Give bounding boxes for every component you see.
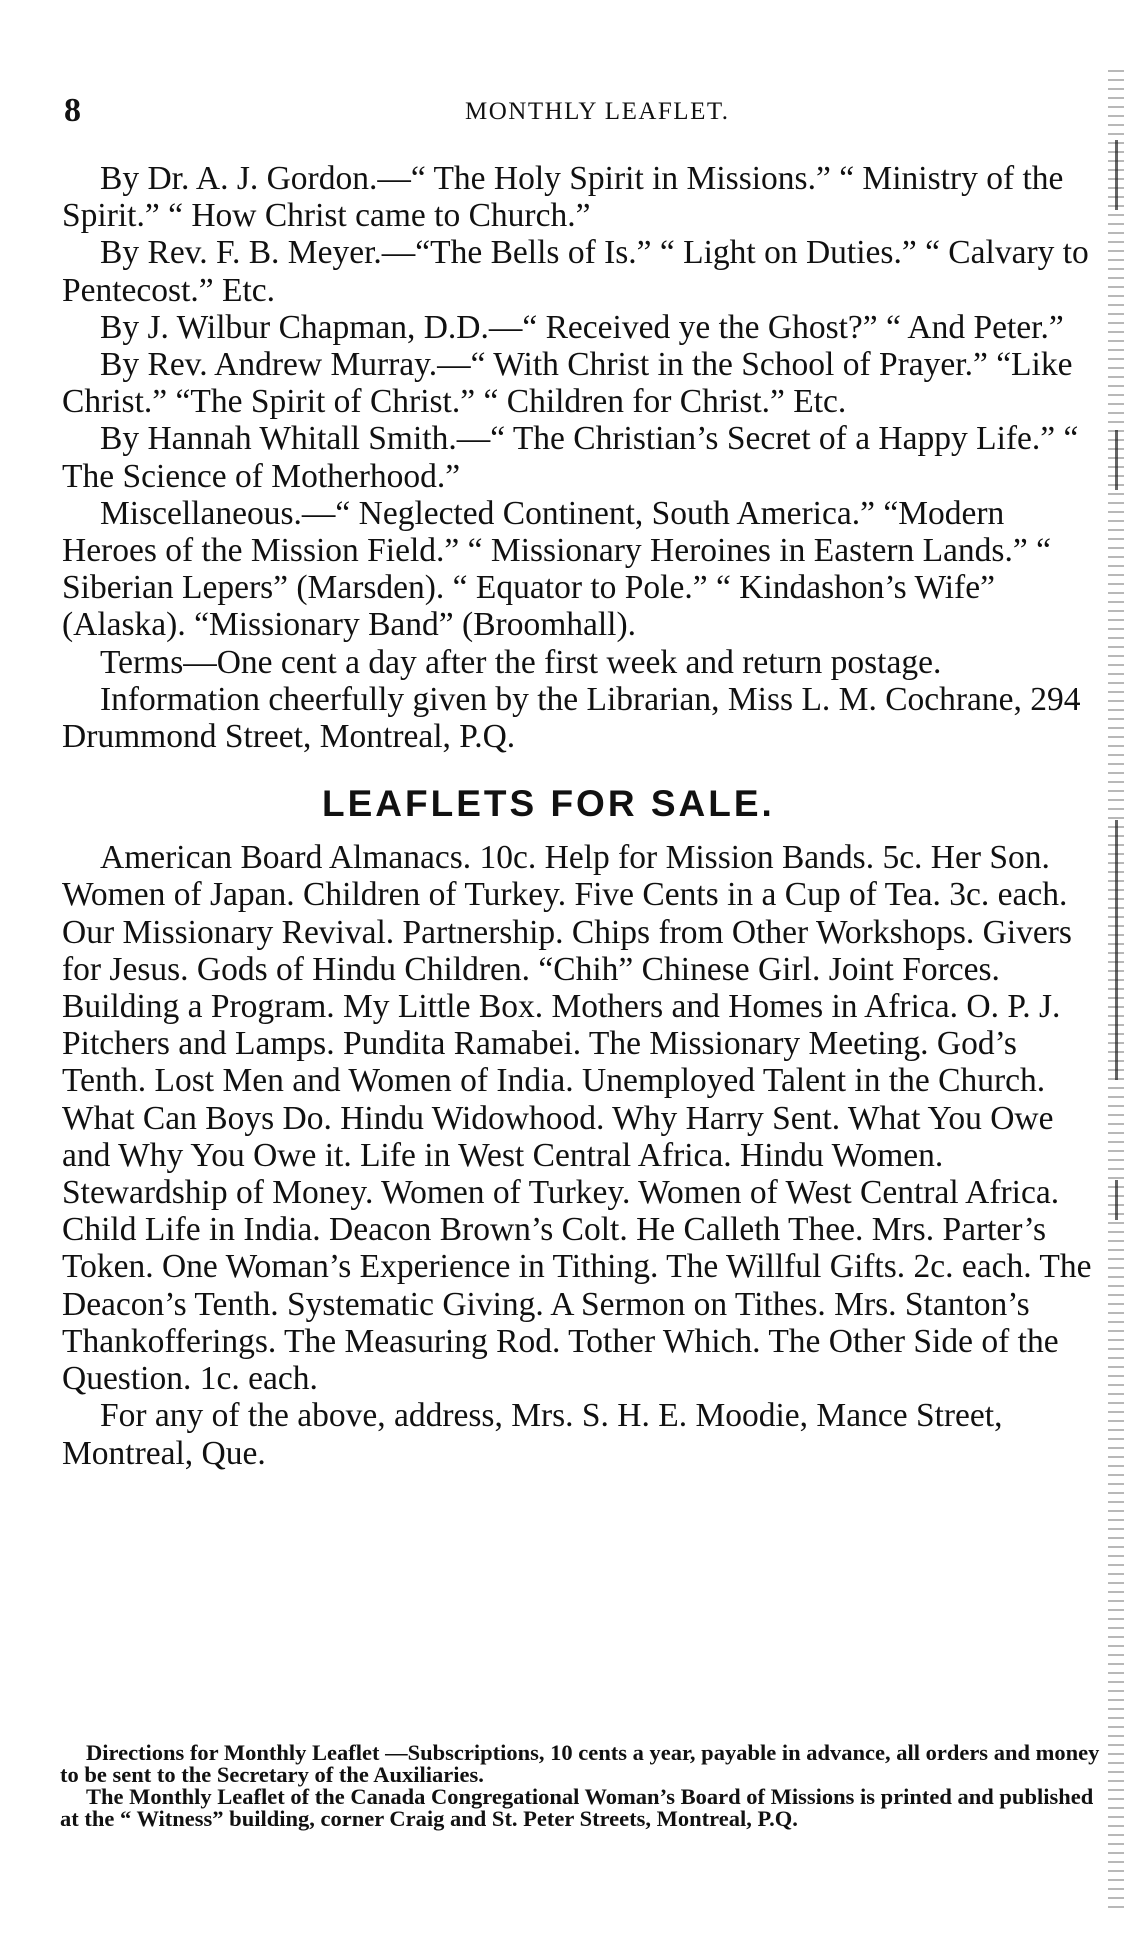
leaflets-for-sale-list: American Board Almanacs. 10c. Help for Mission Bands. 5c. Her Son. Women of Japan. Children of Turkey. Five Cents in a Cup of Tea. 3c. each. Our Missionary Revival. Partnership. Chips from Other Workshops. Givers for Jesus. Gods of Hindu Children. “Chih” Chinese Girl. Joint Forces. Building a Program. My Little Box. Mothers and Homes in Africa. O. P. J. Pitchers and Lamps. Pundita Ramabei. The Missionary Meeting. God’s Tenth. Lost Men and Women of India. Unemployed Talent in the Church. What Can Boys Do. Hindu Widowhood. Why Harry Sent. What You Owe and Why You Owe it. Life in West Central Africa. Hindu Women. Stewardship of Money. Women of Turkey. Women of West Central Africa. Child Life in India. Deacon Brown’s Colt. He Calleth Thee. Mrs. Parter’s Token. One Woman’s Experience in Tithing. The Willful Gifts. 2c. each. The Deacon’s Tenth. Systematic Giving. A Sermon on Tithes. Mrs. Stanton’s Thankofferings. The Measuring Rod. Tother Which. The Other Side of the Question. 1c. each.	[62, 839, 1092, 1398]
edge-mark	[1115, 1180, 1118, 1220]
footer-directions: Directions for Monthly Leaflet —Subscriptions, 10 cents a year, payable in advance, all orders and money to be sent to the Secretary of the Auxiliaries.	[60, 1740, 1100, 1787]
library-entry-gordon: By Dr. A. J. Gordon.—“ The Holy Spirit in Missions.” “ Ministry of the Spirit.” “ How Christ came to Church.”	[62, 160, 1064, 235]
library-entry-smith: By Hannah Whitall Smith.—“ The Christian’s Secret of a Happy Life.” “ The Science of Motherhood.”	[62, 420, 1079, 495]
footer-imprint: The Monthly Leaflet of the Canada Congregational Woman’s Board of Missions is printed and published at the “ Witness” building, corner Craig and St. Peter Streets, Montreal, P.Q.	[60, 1784, 1094, 1831]
section-title-leaflets-for-sale: LEAFLETS FOR SALE.	[322, 783, 775, 825]
leaflets-order-address: For any of the above, address, Mrs. S. H. E. Moodie, Mance Street, Montreal, Que.	[62, 1397, 1003, 1472]
main-text	[62, 160, 1102, 1472]
edge-mark	[1115, 430, 1118, 490]
library-information: Information cheerfully given by the Librarian, Miss L. M. Cochrane, 294 Drummond Street, Montreal, P.Q.	[62, 680, 1081, 756]
page-header	[0, 88, 1132, 138]
library-entry-miscellaneous: Miscellaneous.—“ Neglected Continent, South America.” “Modern Heroes of the Mission Field.” “ Missionary Heroines in Eastern Lands.” “ Siberian Lepers” (Marsden). “ Equator to Pole.” “ Kindashon’s Wife” (Alaska). “Missionary Band” (Broomhall).	[62, 494, 1051, 644]
edge-mark	[1115, 820, 1118, 1080]
library-terms: Terms—One cent a day after the first week and return postage.	[100, 643, 942, 681]
running-head: MONTHLY LEAFLET.	[465, 98, 730, 125]
library-entry-chapman: By J. Wilbur Chapman, D.D.—“ Received ye the Ghost?” “ And Peter.”	[100, 308, 1064, 346]
library-entry-meyer: By Rev. F. B. Meyer.—“The Bells of Is.” “ Light on Duties.” “ Calvary to Pentecost.” Etc.	[62, 234, 1089, 309]
edge-mark	[1115, 140, 1118, 210]
library-entry-murray: By Rev. Andrew Murray.—“ With Christ in the School of Prayer.” “Like Christ.” “The Spirit of Christ.” “ Children for Christ.” Etc.	[62, 346, 1073, 421]
footer-notes	[60, 1742, 1100, 1830]
page-number: 8	[64, 92, 81, 129]
